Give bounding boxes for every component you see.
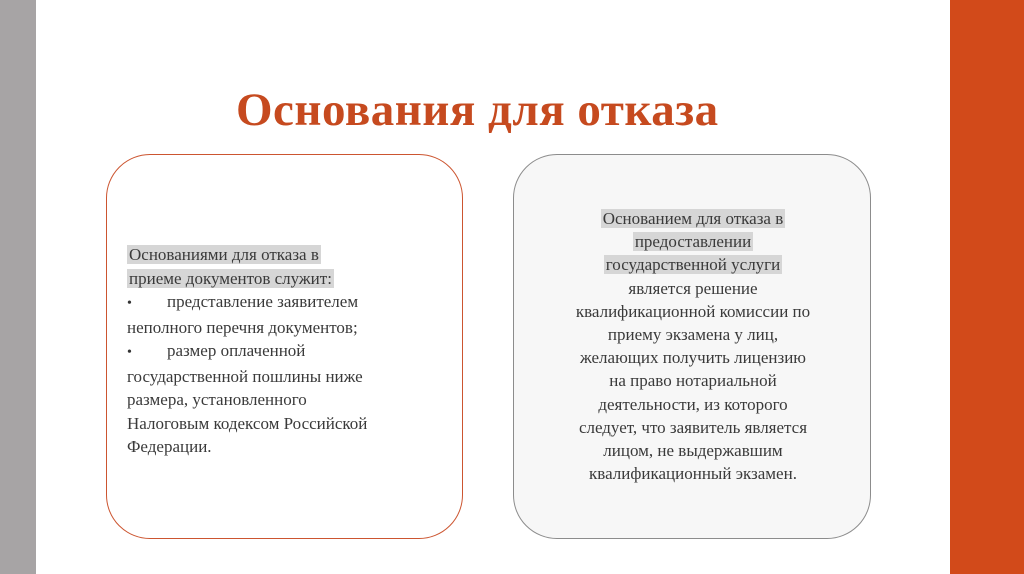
right-text-line: приему экзамена у лиц, — [607, 325, 779, 345]
right-card-text — [524, 207, 862, 485]
right-accent-bar — [950, 0, 1024, 574]
right-highlight: государственной услуги — [605, 255, 781, 275]
right-text-line: является решение — [628, 278, 758, 298]
bullet-item — [127, 290, 447, 316]
bullet-text-continuation: неполного перечня документов; — [127, 317, 358, 337]
right-text-line: лицом, не выдержавшим — [603, 441, 783, 461]
right-card — [513, 154, 871, 539]
bullet-text: представление заявителем — [167, 292, 359, 311]
right-highlight-line — [524, 207, 862, 230]
left-card-text — [127, 243, 447, 459]
left-decorative-bar — [0, 0, 36, 574]
right-text-line: квалификационный экзамен. — [589, 464, 797, 484]
bullet-text-continuation: государственной пошлины ниже — [127, 366, 363, 386]
right-text-line: квалификационной комиссии по — [575, 301, 811, 321]
left-intro-highlight: приеме документов служит: — [129, 268, 332, 288]
right-text-line: деятельности, из которого — [598, 394, 788, 414]
right-text-line: на право нотариальной — [609, 371, 777, 391]
bullet-text-continuation: Налоговым кодексом Российской — [127, 413, 368, 433]
right-text-line: следует, что заявитель является — [578, 417, 808, 437]
bullet-icon: • — [127, 345, 132, 360]
slide-title: Основания для отказа — [236, 84, 719, 136]
right-text-line: желающих получить лицензию — [579, 348, 806, 368]
bullet-text-continuation: размера, установленного — [127, 390, 307, 409]
right-highlight: Основанием для отказа в — [602, 209, 784, 228]
left-intro-line — [127, 267, 447, 291]
left-card — [106, 154, 463, 539]
bullet-item — [127, 339, 447, 365]
bullet-text: размер оплаченной — [167, 341, 306, 360]
right-highlight-line — [524, 230, 862, 253]
bullet-text-continuation: Федерации. — [127, 437, 212, 456]
bullet-icon: • — [127, 296, 132, 311]
left-intro-highlight: Основаниями для отказа в — [129, 245, 319, 264]
right-highlight: предоставлении — [634, 232, 752, 252]
right-highlight-line — [524, 253, 862, 276]
left-intro-line — [127, 243, 447, 267]
